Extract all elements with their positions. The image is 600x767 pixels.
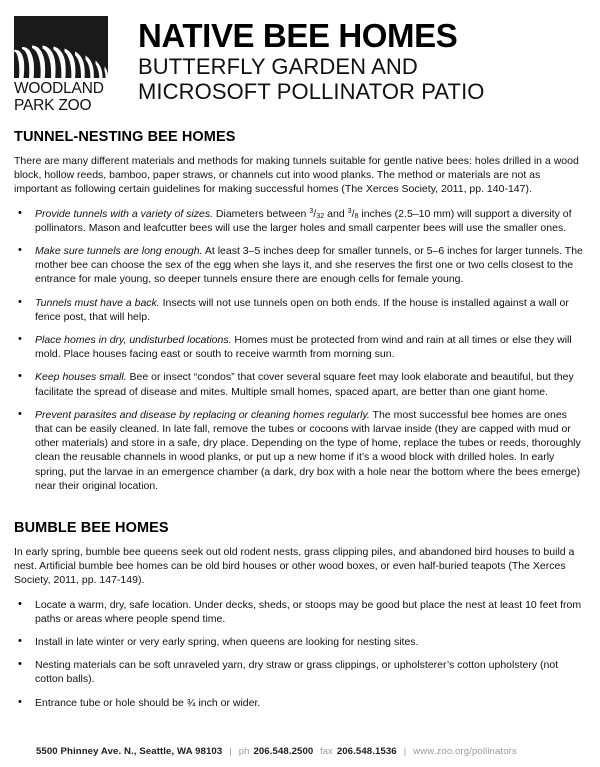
- list-item: [14, 244, 586, 287]
- bullet-lead: Make sure tunnels are long enough.: [35, 245, 203, 258]
- bullet-text: At least 3–5 inches deep for smaller tunnels, or 5–6 inches for larger tunnels. The mother bee can choose the sex of the egg when she lays it, and she reserves the first one or two cells closest to the entrance for male young, so deeper tunnels ensure there are enough cells for female young.: [35, 245, 583, 286]
- section-heading-tunnel: TUNNEL-NESTING BEE HOMES: [14, 129, 236, 145]
- bullet-text: Homes must be protected from wind and rain at all times or else they will mold. Place houses facing east or south to receive warmth from morning sun.: [35, 334, 572, 361]
- list-item: [14, 658, 586, 686]
- document-footer: [0, 745, 600, 758]
- page-title: NATIVE BEE HOMES: [138, 17, 458, 54]
- fraction-three-thirtyseconds: [309, 207, 324, 221]
- fraction-numerator: 3: [347, 205, 352, 215]
- list-item: [14, 696, 586, 710]
- bullet-text: Entrance tube or hole should be ¾ inch or wider.: [35, 696, 261, 709]
- fraction-slash: /: [313, 207, 317, 220]
- bullet-text-pre: Diameters between: [213, 207, 310, 220]
- footer-phone-number: 206.548.2500: [253, 746, 314, 757]
- list-item: [14, 635, 586, 649]
- footer-website-link[interactable]: www.zoo.org/pollinators: [413, 746, 517, 757]
- logo-wordmark-line1: WOODLAND: [14, 80, 104, 97]
- fraction-three-eighths: [348, 207, 359, 221]
- bullet-lead: Provide tunnels with a variety of sizes.: [35, 207, 213, 220]
- bullet-text: Locate a warm, dry, safe location. Under decks, sheds, or stoops may be good but place the nest at least 10 feet from paths or areas where people spend time.: [35, 598, 582, 625]
- bullet-text: Insects will not use tunnels open on both ends. If the house is installed against a wall or fence post, that will help.: [35, 296, 569, 323]
- bullet-text-mid: and: [324, 207, 348, 220]
- woodland-park-zoo-logo: [14, 16, 108, 114]
- list-item: [14, 408, 586, 493]
- header-titles: [138, 16, 485, 104]
- list-item: [14, 598, 586, 626]
- bullet-lead: Place homes in dry, undisturbed locations.: [35, 334, 232, 347]
- section-bumble-bee: [14, 519, 586, 710]
- footer-fax-label: fax: [320, 746, 333, 757]
- logo-wordmark: [14, 81, 108, 114]
- footer-separator-1: |: [229, 746, 232, 757]
- list-item: [14, 296, 586, 324]
- footer-address: 5500 Phinney Ave. N., Seattle, WA 98103: [36, 746, 223, 757]
- logo-wordmark-line2: PARK ZOO: [14, 96, 92, 114]
- bullet-text: Install in late winter or very early spring, when queens are looking for nesting sites.: [35, 636, 419, 649]
- bullet-text-post: inches (2.5–10 mm) will support a diversity of pollinators. Mason and leafcutter bees will use the larger holes and small carpenter bees will use the smaller ones.: [35, 207, 572, 234]
- bullet-list-tunnel: [14, 207, 586, 493]
- zebra-stripes-logo-icon: [14, 16, 108, 78]
- bullet-text: Nesting materials can be soft unraveled yarn, dry straw or grass clippings, or upholsterer’s cotton upholstery (not cotton balls).: [35, 659, 559, 686]
- fraction-denominator: 32: [316, 210, 325, 220]
- bullet-lead: Keep houses small.: [35, 371, 127, 384]
- document-header: [0, 0, 600, 128]
- list-item: [14, 370, 586, 398]
- page-subtitle-line2: MICROSOFT POLLINATOR PATIO: [138, 79, 485, 104]
- list-item: [14, 207, 586, 235]
- fraction-numerator: 3: [309, 205, 314, 215]
- footer-fax-number: 206.548.1536: [336, 746, 397, 757]
- bullet-list-bumble: [14, 598, 586, 710]
- section-intro-tunnel: There are many different materials and methods for making tunnels suitable for gentle native bees: holes drilled in a wood block, hollow reeds, bamboo, paper straws, or channels cut into wood planks. The method or materials are not as important as following certain guidelines for making successful homes (The Xerces Society, 2011, pp. 140-147).: [14, 155, 579, 196]
- page-subtitle-line1: BUTTERFLY GARDEN AND: [138, 54, 418, 79]
- section-heading-bumble: BUMBLE BEE HOMES: [14, 520, 169, 537]
- bullet-lead: Tunnels must have a back.: [35, 296, 160, 309]
- bullet-text: The most successful bee homes are ones that can be easily cleaned. In late fall, remove the tubes or cocoons with larvae inside (they are capped with mud or other materials) and store in a safe, dry place. Depending on the type of home, replace the tubes or reeds, thoroughly clean the reusable channels in wood planks, or put up a new home if it’s a wood block with drilled holes. In early spring, put the larvae in an emergence chamber (a dark, dry box with a hole near the bottom where the bees emerge) near their original location.: [35, 408, 581, 492]
- bullet-lead: Prevent parasites and disease by replacing or cleaning homes regularly.: [35, 408, 370, 421]
- document-body: [0, 128, 600, 710]
- fraction-slash: /: [351, 207, 355, 220]
- section-intro-bumble: In early spring, bumble bee queens seek out old rodent nests, grass clipping piles, and abandoned bird houses to build a nest. Artificial bumble bee homes can be old bird houses or other wood boxes, or even half-buried teapots (The Xerces Society, 2011, pp. 147-149).: [14, 546, 575, 587]
- bullet-text: Bee or insect “condos” that cover several square feet may look elaborate and beautiful, but they facilitate the spread of disease and mites. Multiple small homes, spaced apart, are better than one giant home.: [35, 371, 574, 398]
- list-item: [14, 333, 586, 361]
- section-tunnel-nesting: [14, 128, 586, 493]
- fraction-denominator: 8: [354, 210, 359, 220]
- footer-separator-2: |: [403, 746, 407, 757]
- footer-phone-label: ph: [238, 746, 250, 757]
